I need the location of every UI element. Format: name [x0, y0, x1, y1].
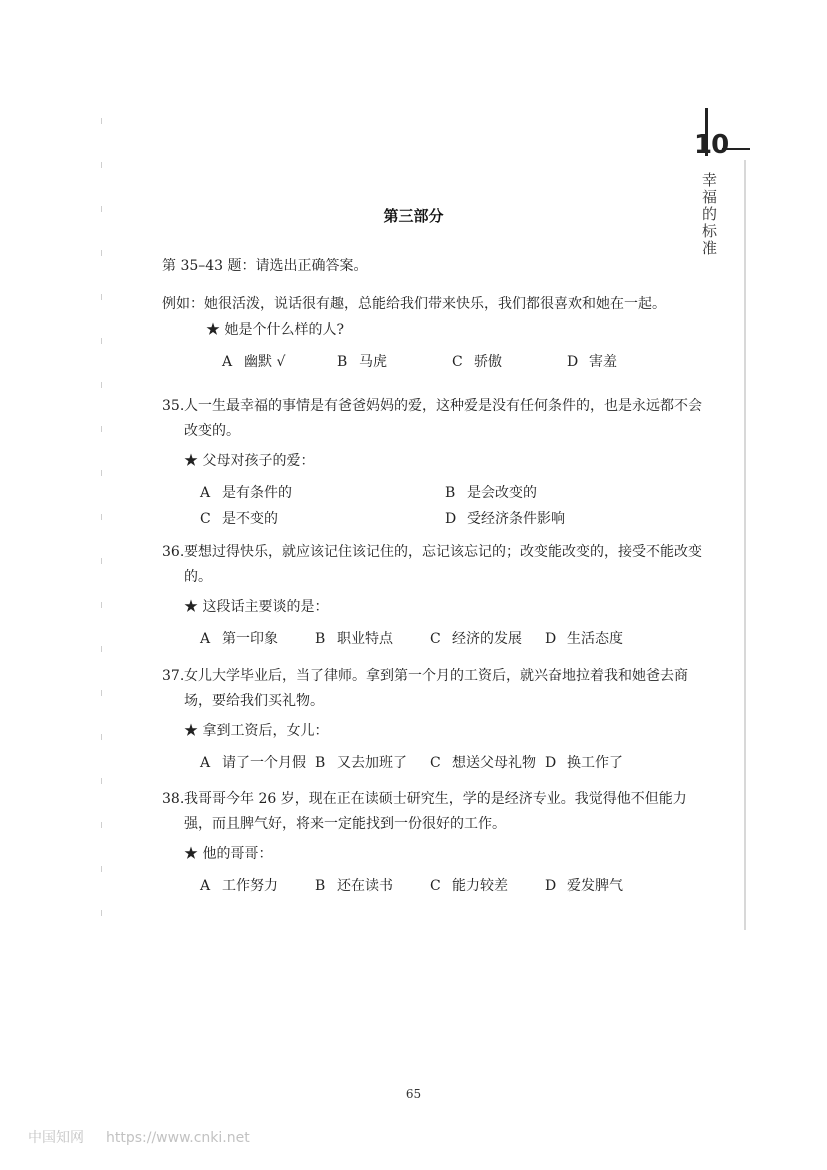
option-row [200, 480, 702, 506]
instruction-text: 第 35–43 题：请选出正确答案。 [162, 258, 368, 274]
question-35 [162, 394, 702, 532]
question-number: 36. [162, 544, 185, 560]
question-prompt: ★ 父母对孩子的爱： [184, 453, 315, 469]
option-d[interactable]: D 生活态度 [545, 631, 623, 647]
option-c[interactable]: C 能力较差 [430, 878, 508, 894]
example-passage: 例如：她很活泼，说话很有趣，总能给我们带来快乐，我们都很喜欢和她在一起。 [162, 296, 666, 312]
question-number: 38. [162, 791, 185, 807]
option-row [200, 506, 702, 532]
question-options [162, 626, 702, 652]
example-options [162, 349, 702, 375]
binding-margin-marks [101, 118, 102, 930]
watermark-url[interactable]: https://www.cnki.net [106, 1130, 250, 1146]
option-a[interactable]: A 是有条件的 [200, 485, 292, 501]
option-d[interactable]: D 受经济条件影响 [445, 511, 565, 527]
question-prompt: ★ 这段话主要谈的是： [184, 599, 329, 615]
option-a[interactable]: A 请了一个月假 [200, 755, 306, 771]
option-b[interactable]: B 是会改变的 [445, 485, 537, 501]
question-prompt: ★ 他的哥哥： [184, 846, 273, 862]
question-passage: 35.人一生最幸福的事情是有爸爸妈妈的爱，这种爱是没有任何条件的，也是永远都不会改变的。 [162, 394, 702, 444]
question-passage: 38.我哥哥今年 26 岁，现在正在读硕士研究生，学的是经济专业。我觉得他不但能力强，而且脾气好，将来一定能找到一份很好的工作。 [162, 787, 702, 837]
option-b[interactable]: B 又去加班了 [315, 755, 407, 771]
option-c[interactable]: C 想送父母礼物 [430, 755, 536, 771]
question-passage: 37.女儿大学毕业后，当了律师。拿到第一个月的工资后，就兴奋地拉着我和她爸去商场，要给我们买礼物。 [162, 664, 702, 714]
option-row [200, 873, 702, 899]
option-a[interactable]: A 工作努力 [200, 878, 278, 894]
watermark [28, 1127, 250, 1147]
option-row [200, 750, 702, 776]
chapter-title: 幸福的标准 [702, 171, 718, 257]
option-a[interactable]: A 第一印象 [200, 631, 278, 647]
option-c[interactable]: C 骄傲 [452, 354, 502, 370]
example-question: ★ 她是个什么样的人? [206, 322, 344, 338]
example-block [162, 292, 702, 375]
page-number: 65 [405, 1087, 422, 1101]
question-options [162, 873, 702, 899]
option-b[interactable]: B 还在读书 [315, 878, 393, 894]
option-row [222, 349, 702, 375]
option-c[interactable]: C 是不变的 [200, 511, 278, 527]
option-c[interactable]: C 经济的发展 [430, 631, 522, 647]
option-row [200, 626, 702, 652]
question-number: 37. [162, 668, 185, 684]
chapter-number: 10 [694, 130, 729, 160]
question-number: 35. [162, 398, 185, 414]
right-edge-rule [744, 160, 746, 930]
option-b[interactable]: B 职业特点 [315, 631, 393, 647]
question-options [162, 480, 702, 532]
watermark-brand: 中国知网 [28, 1130, 84, 1146]
question-passage: 36.要想过得快乐，就应该记住该记住的，忘记该忘记的；改变能改变的，接受不能改变的。 [162, 540, 702, 590]
option-a[interactable]: A 幽默 √ [222, 354, 286, 370]
question-37 [162, 664, 702, 776]
option-b[interactable]: B 马虎 [337, 354, 387, 370]
option-d[interactable]: D 害羞 [567, 354, 617, 370]
option-d[interactable]: D 爱发脾气 [545, 878, 623, 894]
question-36 [162, 540, 702, 652]
section-title: 第三部分 [383, 207, 444, 225]
option-d[interactable]: D 换工作了 [545, 755, 623, 771]
question-prompt: ★ 拿到工资后，女儿： [184, 723, 329, 739]
question-38 [162, 787, 702, 899]
question-options [162, 750, 702, 776]
